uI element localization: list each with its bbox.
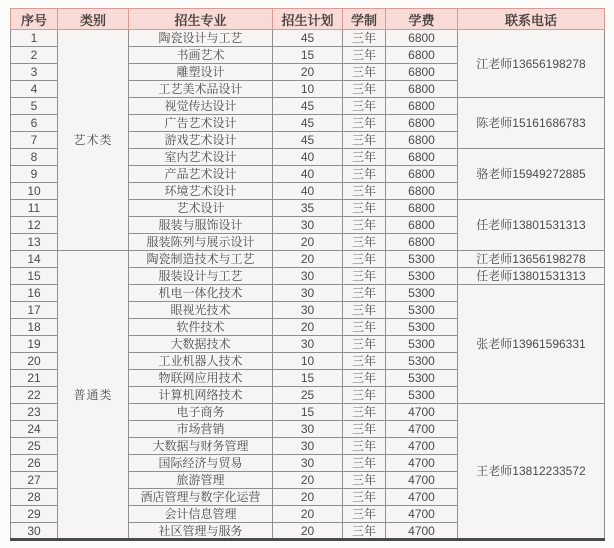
- major-cell: 电子商务: [129, 404, 273, 421]
- table-body: [11, 30, 605, 540]
- plan-cell: 20: [273, 64, 343, 81]
- plan-cell: 30: [273, 336, 343, 353]
- duration-cell: 三年: [343, 132, 386, 149]
- duration-cell: 三年: [343, 370, 386, 387]
- row-index-cell: 21: [11, 370, 58, 387]
- col-header-duration: 学制: [343, 9, 386, 30]
- plan-cell: 40: [273, 183, 343, 200]
- row-index-cell: 7: [11, 132, 58, 149]
- plan-cell: 15: [273, 404, 343, 421]
- plan-cell: 40: [273, 149, 343, 166]
- row-index-cell: 14: [11, 251, 58, 268]
- table-header: [11, 9, 605, 30]
- tuition-cell: 5300: [386, 251, 458, 268]
- row-index-cell: 30: [11, 523, 58, 540]
- plan-cell: 10: [273, 81, 343, 98]
- major-cell: 视觉传达设计: [129, 98, 273, 115]
- contact-cell: 陈老师15161686783: [458, 98, 605, 149]
- tuition-cell: 6800: [386, 81, 458, 98]
- row-index-cell: 26: [11, 455, 58, 472]
- category-cell: 艺术类: [58, 30, 129, 251]
- major-cell: 广告艺术设计: [129, 115, 273, 132]
- duration-cell: 三年: [343, 489, 386, 506]
- tuition-cell: 5300: [386, 353, 458, 370]
- tuition-cell: 6800: [386, 217, 458, 234]
- duration-cell: 三年: [343, 234, 386, 251]
- tuition-cell: 6800: [386, 115, 458, 132]
- tuition-cell: 5300: [386, 285, 458, 302]
- contact-cell: 任老师13801531313: [458, 200, 605, 251]
- category-cell: 普通类: [58, 251, 129, 540]
- major-cell: 大数据技术: [129, 336, 273, 353]
- duration-cell: 三年: [343, 438, 386, 455]
- row-index-cell: 9: [11, 166, 58, 183]
- plan-cell: 30: [273, 268, 343, 285]
- duration-cell: 三年: [343, 251, 386, 268]
- plan-cell: 35: [273, 200, 343, 217]
- duration-cell: 三年: [343, 319, 386, 336]
- contact-cell: 江老师13656198278: [458, 30, 605, 98]
- plan-cell: 30: [273, 421, 343, 438]
- duration-cell: 三年: [343, 353, 386, 370]
- duration-cell: 三年: [343, 183, 386, 200]
- major-cell: 艺术设计: [129, 200, 273, 217]
- row-index-cell: 10: [11, 183, 58, 200]
- plan-cell: 30: [273, 438, 343, 455]
- duration-cell: 三年: [343, 302, 386, 319]
- duration-cell: 三年: [343, 30, 386, 47]
- duration-cell: 三年: [343, 336, 386, 353]
- row-index-cell: 16: [11, 285, 58, 302]
- major-cell: 酒店管理与数字化运营: [129, 489, 273, 506]
- major-cell: 计算机网络技术: [129, 387, 273, 404]
- plan-cell: 40: [273, 166, 343, 183]
- major-cell: 工业机器人技术: [129, 353, 273, 370]
- row-index-cell: 29: [11, 506, 58, 523]
- plan-cell: 45: [273, 30, 343, 47]
- col-header-index: 序号: [11, 9, 58, 30]
- tuition-cell: 5300: [386, 387, 458, 404]
- tuition-cell: 5300: [386, 336, 458, 353]
- contact-cell: 骆老师15949272885: [458, 149, 605, 200]
- duration-cell: 三年: [343, 64, 386, 81]
- row-index-cell: 2: [11, 47, 58, 64]
- tuition-cell: 6800: [386, 200, 458, 217]
- major-cell: 旅游管理: [129, 472, 273, 489]
- contact-cell: 张老师13961596331: [458, 285, 605, 404]
- tuition-cell: 4700: [386, 506, 458, 523]
- col-header-contact: 联系电话: [458, 9, 605, 30]
- tuition-cell: 6800: [386, 234, 458, 251]
- tuition-cell: 4700: [386, 455, 458, 472]
- major-cell: 服装设计与工艺: [129, 268, 273, 285]
- row-index-cell: 23: [11, 404, 58, 421]
- duration-cell: 三年: [343, 47, 386, 64]
- duration-cell: 三年: [343, 166, 386, 183]
- major-cell: 机电一体化技术: [129, 285, 273, 302]
- row-index-cell: 11: [11, 200, 58, 217]
- admissions-table: [10, 8, 605, 541]
- plan-cell: 20: [273, 506, 343, 523]
- plan-cell: 30: [273, 285, 343, 302]
- tuition-cell: 4700: [386, 523, 458, 540]
- duration-cell: 三年: [343, 472, 386, 489]
- major-cell: 软件技术: [129, 319, 273, 336]
- row-index-cell: 1: [11, 30, 58, 47]
- major-cell: 社区管理与服务: [129, 523, 273, 540]
- major-cell: 服装与服饰设计: [129, 217, 273, 234]
- major-cell: 大数据与财务管理: [129, 438, 273, 455]
- plan-cell: 20: [273, 472, 343, 489]
- tuition-cell: 4700: [386, 489, 458, 506]
- major-cell: 国际经济与贸易: [129, 455, 273, 472]
- plan-cell: 20: [273, 489, 343, 506]
- major-cell: 游戏艺术设计: [129, 132, 273, 149]
- duration-cell: 三年: [343, 285, 386, 302]
- plan-cell: 45: [273, 98, 343, 115]
- col-header-major: 招生专业: [129, 9, 273, 30]
- major-cell: 眼视光技术: [129, 302, 273, 319]
- tuition-cell: 6800: [386, 64, 458, 81]
- row-index-cell: 5: [11, 98, 58, 115]
- duration-cell: 三年: [343, 81, 386, 98]
- plan-cell: 15: [273, 47, 343, 64]
- duration-cell: 三年: [343, 149, 386, 166]
- tuition-cell: 6800: [386, 149, 458, 166]
- duration-cell: 三年: [343, 455, 386, 472]
- col-header-category: 类别: [58, 9, 129, 30]
- row-index-cell: 8: [11, 149, 58, 166]
- duration-cell: 三年: [343, 387, 386, 404]
- col-header-tuition: 学费: [386, 9, 458, 30]
- tuition-cell: 6800: [386, 166, 458, 183]
- tuition-cell: 5300: [386, 302, 458, 319]
- row-index-cell: 24: [11, 421, 58, 438]
- major-cell: 环境艺术设计: [129, 183, 273, 200]
- plan-cell: 20: [273, 319, 343, 336]
- plan-cell: 30: [273, 217, 343, 234]
- table-row: [11, 30, 605, 47]
- row-index-cell: 20: [11, 353, 58, 370]
- major-cell: 物联网应用技术: [129, 370, 273, 387]
- contact-cell: 江老师13656198278: [458, 251, 605, 268]
- tuition-cell: 5300: [386, 370, 458, 387]
- major-cell: 市场营销: [129, 421, 273, 438]
- tuition-cell: 6800: [386, 47, 458, 64]
- row-index-cell: 13: [11, 234, 58, 251]
- header-row: [11, 9, 605, 30]
- major-cell: 服装陈列与展示设计: [129, 234, 273, 251]
- major-cell: 书画艺术: [129, 47, 273, 64]
- tuition-cell: 4700: [386, 472, 458, 489]
- tuition-cell: 4700: [386, 438, 458, 455]
- plan-cell: 25: [273, 387, 343, 404]
- major-cell: 产品艺术设计: [129, 166, 273, 183]
- tuition-cell: 6800: [386, 132, 458, 149]
- row-index-cell: 18: [11, 319, 58, 336]
- plan-cell: 30: [273, 302, 343, 319]
- duration-cell: 三年: [343, 523, 386, 540]
- plan-cell: 45: [273, 132, 343, 149]
- duration-cell: 三年: [343, 115, 386, 132]
- tuition-cell: 6800: [386, 183, 458, 200]
- row-index-cell: 28: [11, 489, 58, 506]
- col-header-plan: 招生计划: [273, 9, 343, 30]
- row-index-cell: 6: [11, 115, 58, 132]
- duration-cell: 三年: [343, 404, 386, 421]
- row-index-cell: 3: [11, 64, 58, 81]
- row-index-cell: 19: [11, 336, 58, 353]
- row-index-cell: 27: [11, 472, 58, 489]
- table-row: [11, 251, 605, 268]
- row-index-cell: 22: [11, 387, 58, 404]
- duration-cell: 三年: [343, 506, 386, 523]
- duration-cell: 三年: [343, 98, 386, 115]
- plan-cell: 20: [273, 251, 343, 268]
- duration-cell: 三年: [343, 421, 386, 438]
- tuition-cell: 5300: [386, 319, 458, 336]
- tuition-cell: 5300: [386, 268, 458, 285]
- major-cell: 室内艺术设计: [129, 149, 273, 166]
- duration-cell: 三年: [343, 217, 386, 234]
- plan-cell: 15: [273, 370, 343, 387]
- row-index-cell: 17: [11, 302, 58, 319]
- row-index-cell: 4: [11, 81, 58, 98]
- duration-cell: 三年: [343, 200, 386, 217]
- plan-cell: 30: [273, 455, 343, 472]
- plan-cell: 45: [273, 115, 343, 132]
- major-cell: 雕塑设计: [129, 64, 273, 81]
- duration-cell: 三年: [343, 268, 386, 285]
- plan-cell: 20: [273, 234, 343, 251]
- tuition-cell: 6800: [386, 98, 458, 115]
- tuition-cell: 6800: [386, 30, 458, 47]
- tuition-cell: 4700: [386, 421, 458, 438]
- row-index-cell: 12: [11, 217, 58, 234]
- plan-cell: 10: [273, 353, 343, 370]
- tuition-cell: 4700: [386, 404, 458, 421]
- contact-cell: 王老师13812233572: [458, 404, 605, 540]
- contact-cell: 任老师13801531313: [458, 268, 605, 285]
- row-index-cell: 15: [11, 268, 58, 285]
- major-cell: 会计信息管理: [129, 506, 273, 523]
- major-cell: 陶瓷设计与工艺: [129, 30, 273, 47]
- major-cell: 陶瓷制造技术与工艺: [129, 251, 273, 268]
- row-index-cell: 25: [11, 438, 58, 455]
- plan-cell: 20: [273, 523, 343, 540]
- major-cell: 工艺美术品设计: [129, 81, 273, 98]
